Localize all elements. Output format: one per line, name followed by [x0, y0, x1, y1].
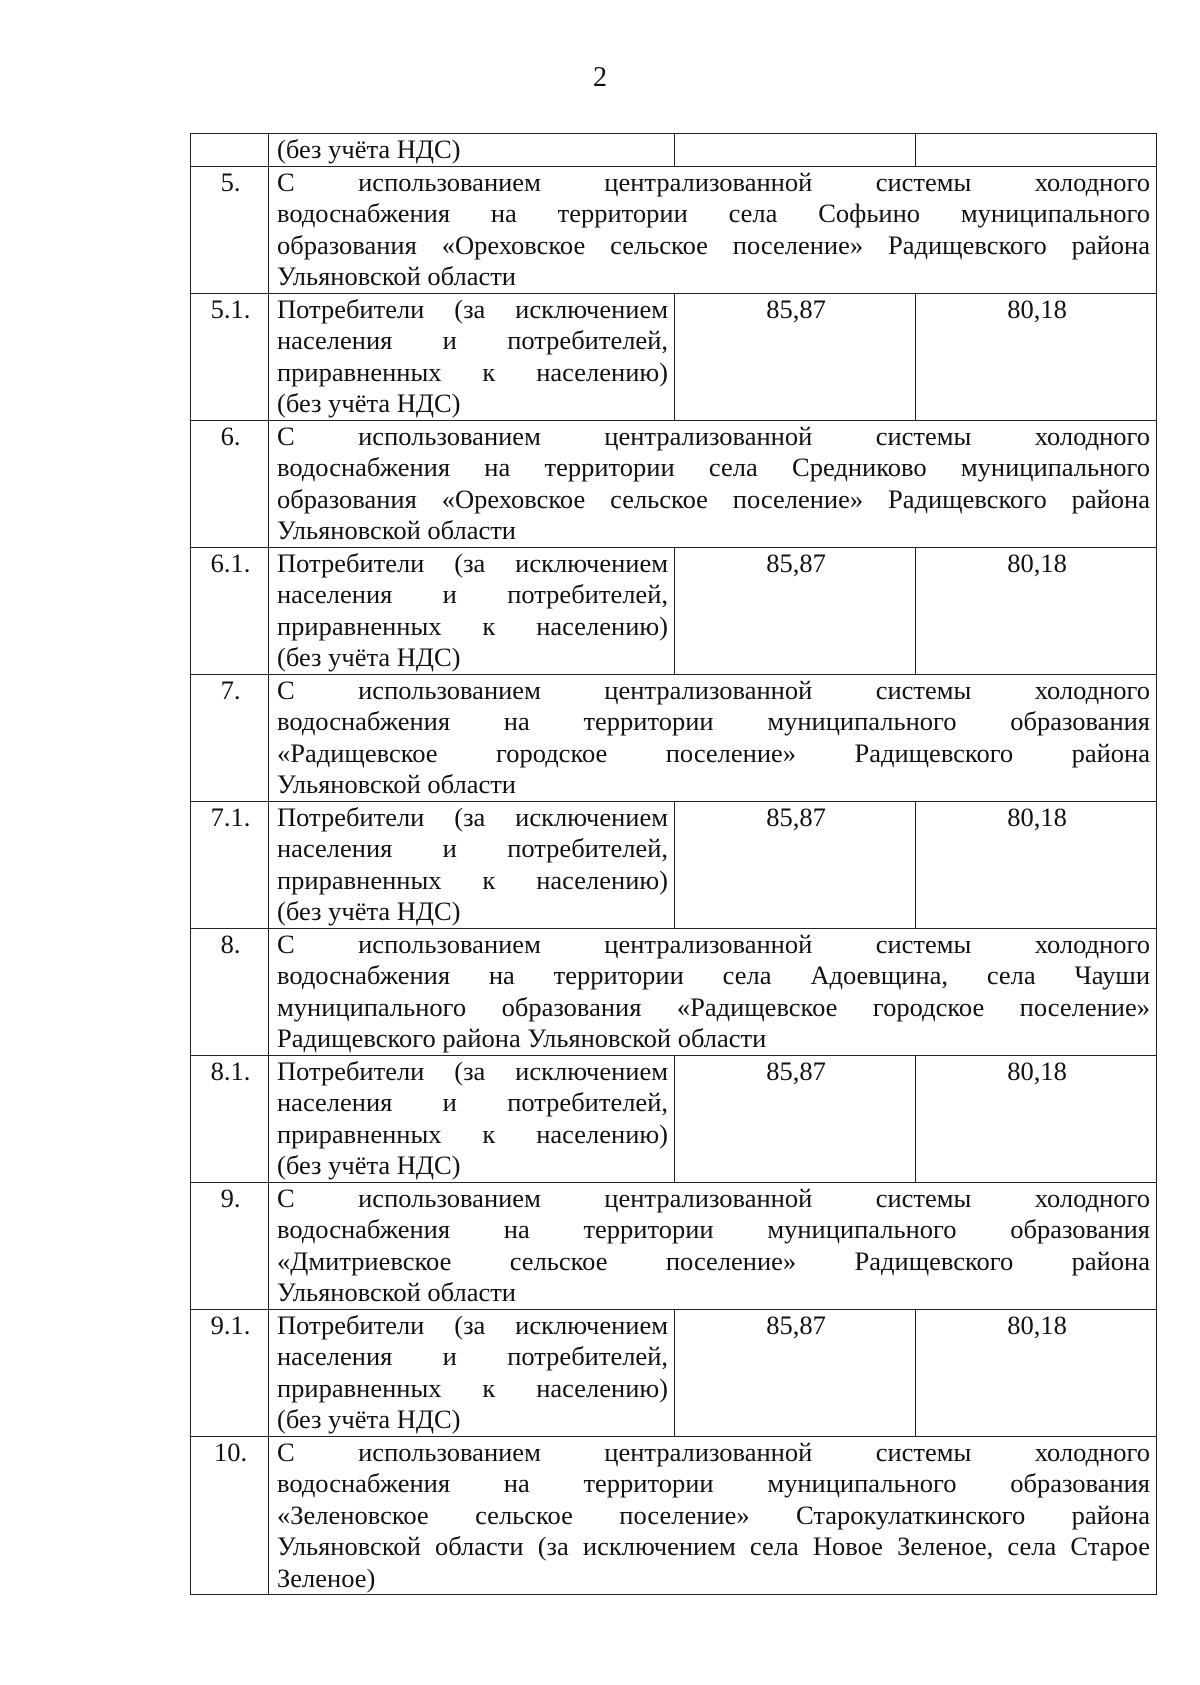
text-line: С использованием централизованной системы холодного [277, 928, 1150, 959]
text-line: образования «Ореховское сельское поселение» Радищевского района [277, 483, 1150, 514]
continuation-value-cell-1 [675, 134, 916, 167]
text-line: (без учёта НДС) [277, 896, 461, 926]
consumer-row [191, 1309, 1157, 1436]
continuation-value-cell-2 [916, 134, 1157, 167]
text-line: Потребители (за исключением [277, 801, 668, 832]
tariff-value-2: 80,18 [916, 1055, 1157, 1182]
text-line: Потребители (за исключением [277, 293, 668, 324]
consumer-number: 7.1. [191, 801, 269, 928]
text-line: С использованием централизованной системы холодного [277, 166, 1150, 197]
tariff-value-2: 80,18 [916, 801, 1157, 928]
consumer-description [269, 801, 675, 928]
continuation-text: (без учёта НДС) [269, 134, 675, 167]
text-line: Потребители (за исключением [277, 1309, 668, 1340]
section-row [191, 420, 1157, 547]
text-line: водоснабжения на территории муниципального образования [277, 1214, 1150, 1244]
consumer-number: 9.1. [191, 1309, 269, 1436]
text-line: водоснабжения на территории села Средниково муниципального [277, 452, 1150, 482]
text-line: Ульяновской области (за исключением села Новое Зеленое, села Старое [277, 1531, 1150, 1561]
section-row [191, 928, 1157, 1055]
consumer-description [269, 1055, 675, 1182]
section-description [269, 1182, 1157, 1309]
section-description [269, 420, 1157, 547]
text-line: С использованием централизованной системы холодного [277, 1182, 1150, 1213]
tariff-value-1: 85,87 [675, 547, 916, 674]
text-line: приравненных к населению) [277, 1372, 668, 1403]
section-description [269, 928, 1157, 1055]
text-line: водоснабжения на территории муниципального образования [277, 706, 1150, 736]
text-line: С использованием централизованной системы холодного [277, 674, 1150, 705]
section-number: 8. [191, 928, 269, 1055]
section-number: 7. [191, 674, 269, 801]
consumer-row [191, 547, 1157, 674]
consumer-number: 8.1. [191, 1055, 269, 1182]
text-line: Ульяновской области [277, 515, 516, 545]
tariff-value-1: 85,87 [675, 801, 916, 928]
text-line: «Радищевское городское поселение» Радищевского района [277, 737, 1150, 768]
text-line: «Дмитриевское сельское поселение» Радищевского района [277, 1245, 1150, 1276]
tariff-table [190, 133, 1157, 1595]
consumer-row [191, 801, 1157, 928]
section-number: 9. [191, 1182, 269, 1309]
text-line: Потребители (за исключением [277, 1055, 668, 1086]
tariff-value-2: 80,18 [916, 547, 1157, 674]
text-line: приравненных к населению) [277, 864, 668, 895]
text-line: образования «Ореховское сельское поселение» Радищевского района [277, 229, 1150, 260]
text-line: населения и потребителей, [277, 1087, 668, 1117]
text-line: Ульяновской области [277, 769, 516, 799]
consumer-row [191, 1055, 1157, 1182]
consumer-description [269, 547, 675, 674]
text-line: Ульяновской области [277, 261, 516, 291]
text-line: Радищевского района Ульяновской области [277, 1023, 767, 1053]
consumer-row [191, 293, 1157, 420]
section-description [269, 166, 1157, 293]
section-number: 10. [191, 1436, 269, 1595]
consumer-number: 5.1. [191, 293, 269, 420]
section-number: 5. [191, 166, 269, 293]
text-line: приравненных к населению) [277, 356, 668, 387]
consumer-number: 6.1. [191, 547, 269, 674]
tariff-value-1: 85,87 [675, 293, 916, 420]
section-number: 6. [191, 420, 269, 547]
section-row [191, 166, 1157, 293]
continuation-number-cell [191, 134, 269, 167]
text-line: С использованием централизованной системы холодного [277, 1436, 1150, 1467]
section-row [191, 1182, 1157, 1309]
continuation-row [191, 134, 1157, 167]
tariff-value-1: 85,87 [675, 1055, 916, 1182]
text-line: (без учёта НДС) [277, 1404, 461, 1434]
text-line: приравненных к населению) [277, 610, 668, 641]
text-line: населения и потребителей, [277, 833, 668, 863]
page-number: 2 [593, 62, 607, 93]
section-description [269, 1436, 1157, 1595]
text-line: С использованием централизованной системы холодного [277, 420, 1150, 451]
text-line: (без учёта НДС) [277, 388, 461, 418]
text-line: «Зеленовское сельское поселение» Старокулаткинского района [277, 1499, 1150, 1530]
tariff-value-2: 80,18 [916, 293, 1157, 420]
tariff-table-body [191, 134, 1157, 1595]
section-row [191, 1436, 1157, 1595]
text-line: населения и потребителей, [277, 579, 668, 609]
section-row [191, 674, 1157, 801]
text-line: (без учёта НДС) [277, 1150, 461, 1180]
text-line: водоснабжения на территории села Адоевщина, села Чауши [277, 960, 1150, 990]
text-line: Потребители (за исключением [277, 547, 668, 578]
consumer-description [269, 1309, 675, 1436]
section-description [269, 674, 1157, 801]
text-line: приравненных к населению) [277, 1118, 668, 1149]
text-line: муниципального образования «Радищевское городское поселение» [277, 991, 1150, 1022]
consumer-description [269, 293, 675, 420]
text-line: населения и потребителей, [277, 1341, 668, 1371]
text-line: Ульяновской области [277, 1277, 516, 1307]
tariff-value-1: 85,87 [675, 1309, 916, 1436]
text-line: населения и потребителей, [277, 325, 668, 355]
text-line: водоснабжения на территории села Софьино муниципального [277, 198, 1150, 228]
text-line: (без учёта НДС) [277, 642, 461, 672]
text-line: водоснабжения на территории муниципального образования [277, 1468, 1150, 1498]
text-line: Зеленое) [277, 1562, 376, 1593]
tariff-value-2: 80,18 [916, 1309, 1157, 1436]
